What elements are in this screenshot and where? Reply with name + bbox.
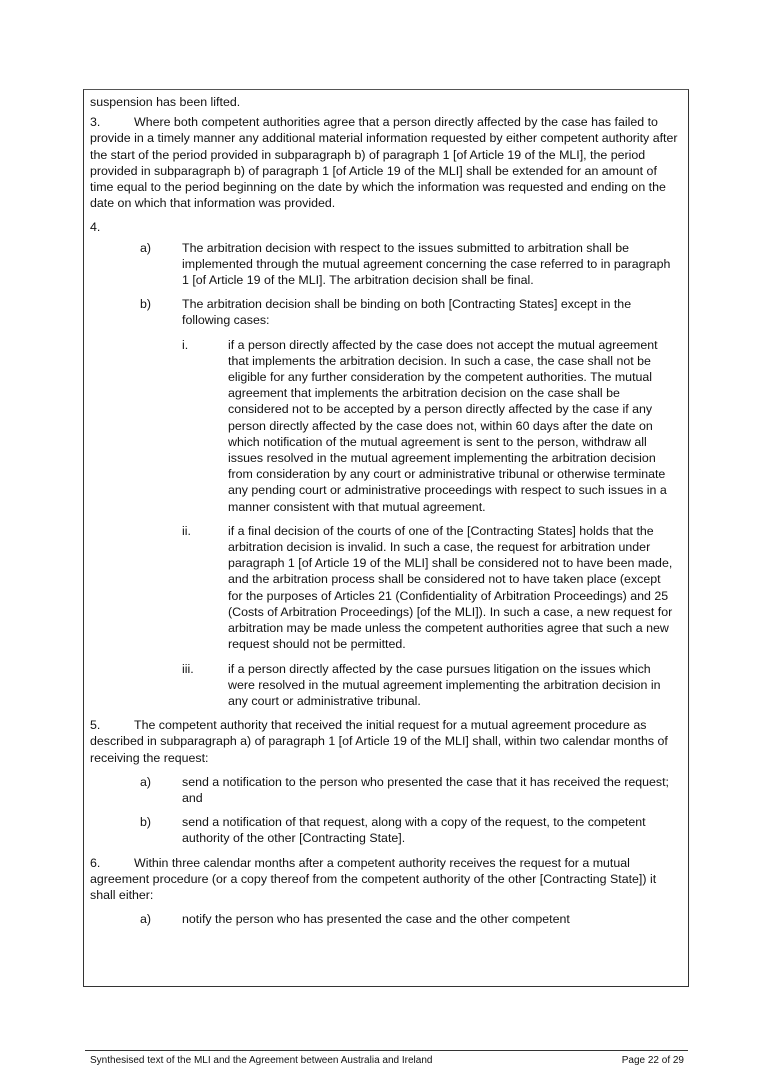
paragraph-4b-ii (182, 523, 682, 653)
paragraph-6a (140, 911, 682, 927)
paragraph-6a-text: notify the person who has presented the case and the other competent (182, 912, 570, 927)
paragraph-4b-text: The arbitration decision shall be binding on both [Contracting States] except in the following cases: (182, 297, 632, 328)
paragraph-4a-label: a) (140, 240, 152, 255)
document-content (84, 90, 688, 927)
paragraph-3 (90, 114, 682, 211)
paragraph-4b-iii-label: iii. (182, 661, 194, 676)
paragraph-6-number: 6. (90, 855, 101, 870)
paragraph-4a-text: The arbitration decision with respect to the issues submitted to arbitration shall be implemented through the mutual agreement concerning the case referred to in paragraph 1 [of Article 19 of the MLI]. The arbitration decision shall be final. (182, 240, 671, 288)
paragraph-4b-i (182, 337, 682, 515)
paragraph-5b (140, 814, 682, 846)
paragraph-5-number: 5. (90, 718, 101, 733)
footer-document-title: Synthesised text of the MLI and the Agreement between Australia and Ireland (90, 1055, 433, 1066)
paragraph-3-number: 3. (90, 115, 101, 130)
paragraph-5a-text: send a notification to the person who presented the case that it has received the request; and (182, 774, 669, 805)
paragraph-4a (140, 240, 682, 289)
paragraph-6a-label: a) (140, 912, 152, 927)
paragraph-4-number: 4. (90, 220, 101, 235)
paragraph-5 (90, 717, 682, 766)
paragraph-4b-i-label: i. (182, 337, 189, 352)
paragraph-5-text: The competent authority that received the initial request for a mutual agreement procedure as described in subparagraph a) of paragraph 1 [of Article 19 of the MLI] shall, within two calendar months of receiving the request: (90, 718, 668, 765)
paragraph-4b-label: b) (140, 297, 152, 312)
paragraph-4b-i-text: if a person directly affected by the case does not accept the mutual agreement that implements the arbitration decision. In such a case, the case shall not be eligible for any further consideration by the competent authorities. The mutual agreement that implements the arbitration decision on the case shall be considered not to be accepted by a person directly affected by the case if any person directly affected by the case does not, within 60 days after the date on which notification of the mutual agreement is sent to the person, withdraw all issues resolved in the mutual agreement implementing the arbitration decision from consideration by any court or administrative tribunal or otherwise terminate any pending court or administrative proceedings with respect to such issues in a manner consistent with that mutual agreement. (228, 337, 667, 514)
footer-divider (85, 1050, 688, 1051)
paragraph-5a-label: a) (140, 774, 152, 789)
document-frame (83, 89, 689, 987)
paragraph-4b-ii-text: if a final decision of the courts of one of the [Contracting States] holds that the arbitration decision is invalid. In such a case, the request for arbitration under paragraph 1 [of Article 19 of the MLI] shall be considered not to have been made, and the arbitration process shall be considered not to have taken place (except for the purposes of Articles 21 (Confidentiality of Arbitration Proceedings) and 25 (Costs of Arbitration Proceedings) [of the MLI]). In such a case, a new request for arbitration may be made unless the competent authorities agree that such a new request should not be permitted. (228, 523, 673, 652)
paragraph-3-text: Where both competent authorities agree that a person directly affected by the case has failed to provide in a timely manner any additional material information requested by either competent authority after the start of the period provided in subparagraph b) of paragraph 1 [of Article 19 of the MLI], the period provided in subparagraph b) of paragraph 1 [of Article 19 of the MLI] shall be extended for an amount of time equal to the period beginning on the date by which the information was requested and ending on the date on which that information was provided. (90, 115, 678, 211)
paragraph-5b-text: send a notification of that request, along with a copy of the request, to the competent authority of the other [Contracting State]. (182, 815, 646, 846)
paragraph-5b-label: b) (140, 815, 152, 830)
paragraph-4b-iii (182, 661, 682, 710)
paragraph-6-text: Within three calendar months after a competent authority receives the request for a mutual agreement procedure (or a copy thereof from the competent authority of the other [Contracting State]) it shall either: (90, 855, 657, 902)
paragraph-4b-iii-text: if a person directly affected by the case pursues litigation on the issues which were resolved in the mutual agreement implementing the arbitration decision in any court or administrative tribunal. (228, 661, 661, 708)
paragraph-4b (140, 296, 682, 328)
continuation-text: suspension has been lifted. (90, 95, 241, 109)
footer-page-number: Page 22 of 29 (621, 1055, 684, 1066)
paragraph-6 (90, 855, 682, 904)
paragraph-5a (140, 774, 682, 806)
paragraph-4b-ii-label: ii. (182, 523, 191, 538)
